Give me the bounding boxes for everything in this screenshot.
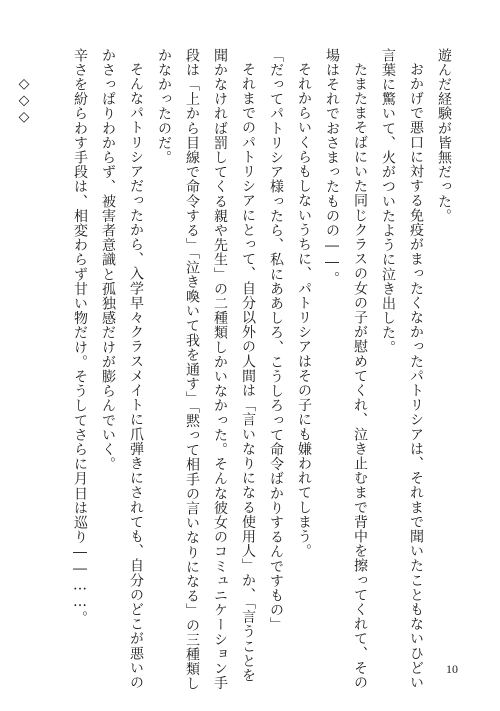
text-line: 言葉に驚いて、火がついたように泣き出した。	[380, 48, 396, 355]
text-line: 場はそれでおさまったものの――。	[324, 48, 340, 286]
blank-line	[0, 48, 10, 644]
text-line: 辛さを紛らわす手段は、相変わらず甘い物だけ。そうしてさらに月日は巡り――……。	[72, 48, 88, 626]
text-line: 遊んだ経験が皆無だった。	[436, 48, 452, 224]
text-line: 聞かなければ罰してくる親や先生」の二種類しかいなかった。そんな彼女のコミュニケーション手	[212, 48, 228, 691]
section-divider: ◇◇◇	[16, 76, 32, 126]
text-line: かさっぱりわからず、被害者意識と孤独感だけが膨らんでいく。	[100, 48, 116, 472]
text-line: それからいくらもしないうちに、パトリシアはその子にも嫌われてしまう。	[296, 62, 312, 559]
text-line: かなかったのだ。	[156, 48, 172, 165]
blank-line	[38, 48, 66, 644]
text-line: 段は「上から目線で命令する」「泣き喚いて我を通す」「黙って相手の言いなりになる」の三種類し	[184, 48, 200, 691]
text-line: そんなパトリシアだったから、入学早々クラスメイトに爪弾きにされても、自分のどこが悪いの	[128, 62, 144, 690]
text-line: それまでのパトリシアにとって、自分以外の人間は「言いなりになる使用人」か、「言うことを	[240, 62, 256, 683]
text-line: たまたまそばにいた同じクラスの女の子が慰めてくれ、泣き止むまで背中を擦ってくれて、その	[352, 62, 368, 690]
text-line: 「だってパトリシア様ったら、私にああしろ、こうしろって命令ばかりするんですもの」	[268, 48, 284, 632]
text-line: おかげで悪口に対する免疫がまったくなかったパトリシアは、それまで聞いたこともないひどい	[408, 62, 424, 690]
page-number: 10	[446, 662, 458, 676]
